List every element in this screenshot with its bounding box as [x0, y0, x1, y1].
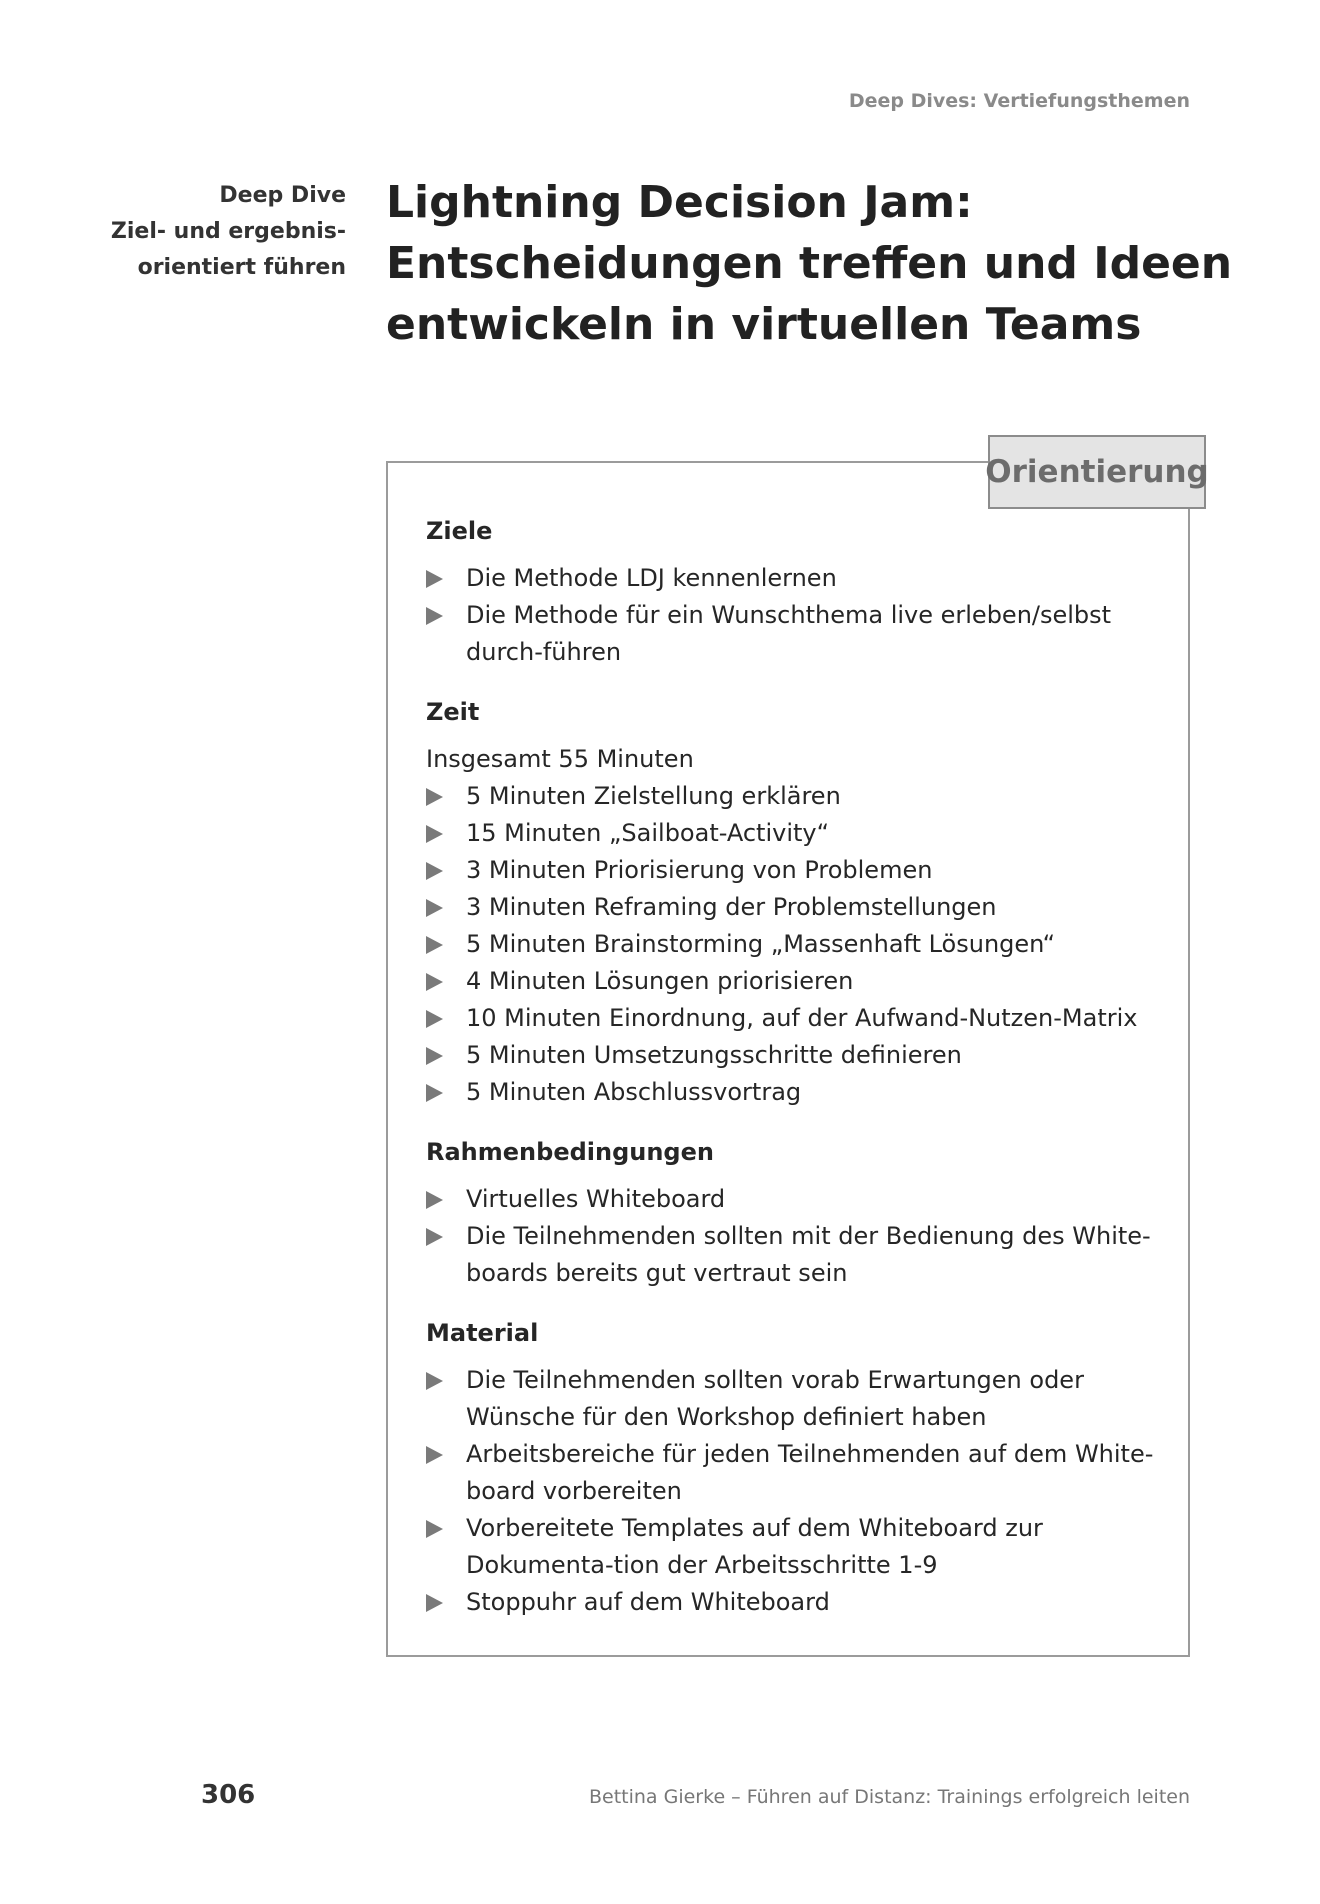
orientation-content [426, 512, 1166, 1643]
triangle-bullet-icon [426, 1191, 443, 1209]
section-intro: Insgesamt 55 Minuten [426, 745, 694, 773]
margin-note-line: Ziel- und ergebnis- [110, 219, 346, 244]
list-item [426, 778, 1166, 815]
bullet-list [426, 560, 1166, 671]
section-material [426, 1314, 1166, 1621]
section-ziele [426, 512, 1166, 671]
list-item [426, 815, 1166, 852]
list-item-text: Die Methode für ein Wunschthema live erleben/selbst durch-führen [466, 601, 1112, 666]
list-item-text: Die Teilnehmenden sollten mit der Bedienung des White-boards bereits gut vertraut sein [466, 1222, 1151, 1287]
triangle-bullet-icon [426, 1594, 443, 1612]
bullet-list [426, 778, 1166, 1111]
list-item [426, 1000, 1166, 1037]
list-item-text: Stoppuhr auf dem Whiteboard [466, 1588, 830, 1616]
list-item [426, 852, 1166, 889]
section-zeit [426, 693, 1166, 1111]
list-item [426, 597, 1166, 671]
triangle-bullet-icon [426, 1228, 443, 1246]
running-header: Deep Dives: Vertiefungsthemen [848, 90, 1190, 112]
list-item-text: 5 Minuten Umsetzungsschritte definieren [466, 1041, 962, 1069]
orientation-tab: Orientierung [988, 435, 1206, 509]
list-item-text: 15 Minuten „Sailboat-Activity“ [466, 819, 830, 847]
list-item [426, 1510, 1166, 1584]
list-item-text: Die Methode LDJ kennenlernen [466, 564, 837, 592]
list-item [426, 1181, 1166, 1218]
section-heading: Material [426, 1319, 539, 1347]
list-item [426, 1584, 1166, 1621]
triangle-bullet-icon [426, 607, 443, 625]
section-rahmenbedingungen [426, 1133, 1166, 1292]
margin-note [106, 178, 346, 286]
list-item [426, 1074, 1166, 1111]
list-item-text: Arbeitsbereiche für jeden Teilnehmenden auf dem White-board vorbereiten [466, 1440, 1154, 1505]
margin-note-line: Deep Dive [219, 183, 346, 208]
triangle-bullet-icon [426, 1372, 443, 1390]
triangle-bullet-icon [426, 862, 443, 880]
triangle-bullet-icon [426, 1047, 443, 1065]
chapter-title-line: entwickeln in virtuellen Teams [386, 299, 1142, 350]
chapter-title-line: Entscheidungen treffen und Ideen [386, 238, 1233, 289]
triangle-bullet-icon [426, 1010, 443, 1028]
margin-note-line: orientiert führen [137, 255, 346, 280]
list-item [426, 1436, 1166, 1510]
bullet-list [426, 1362, 1166, 1621]
triangle-bullet-icon [426, 1520, 443, 1538]
list-item [426, 1218, 1166, 1292]
list-item-text: 10 Minuten Einordnung, auf der Aufwand-Nutzen-Matrix [466, 1004, 1138, 1032]
list-item-text: 5 Minuten Brainstorming „Massenhaft Lösungen“ [466, 930, 1056, 958]
list-item [426, 1037, 1166, 1074]
bullet-list [426, 1181, 1166, 1292]
triangle-bullet-icon [426, 570, 443, 588]
footer-credit: Bettina Gierke – Führen auf Distanz: Trainings erfolgreich leiten [588, 1786, 1190, 1808]
list-item [426, 1362, 1166, 1436]
list-item-text: 3 Minuten Reframing der Problemstellungen [466, 893, 997, 921]
list-item-text: Virtuelles Whiteboard [466, 1185, 726, 1213]
triangle-bullet-icon [426, 973, 443, 991]
page-number: 306 [201, 1780, 256, 1810]
chapter-title [386, 172, 1233, 355]
section-heading: Ziele [426, 517, 493, 545]
list-item [426, 889, 1166, 926]
triangle-bullet-icon [426, 899, 443, 917]
list-item-text: 5 Minuten Zielstellung erklären [466, 782, 841, 810]
triangle-bullet-icon [426, 788, 443, 806]
triangle-bullet-icon [426, 1084, 443, 1102]
section-heading: Rahmenbedingungen [426, 1138, 714, 1166]
list-item-text: 5 Minuten Abschlussvortrag [466, 1078, 802, 1106]
list-item-text: Die Teilnehmenden sollten vorab Erwartungen oder Wünsche für den Workshop definiert haben [466, 1366, 1084, 1431]
section-heading: Zeit [426, 698, 480, 726]
chapter-title-line: Lightning Decision Jam: [386, 177, 973, 228]
triangle-bullet-icon [426, 936, 443, 954]
list-item [426, 926, 1166, 963]
list-item [426, 963, 1166, 1000]
list-item-text: Vorbereitete Templates auf dem Whiteboard zur Dokumenta-tion der Arbeitsschritte 1-9 [466, 1514, 1043, 1579]
list-item-text: 4 Minuten Lösungen priorisieren [466, 967, 854, 995]
list-item-text: 3 Minuten Priorisierung von Problemen [466, 856, 933, 884]
triangle-bullet-icon [426, 1446, 443, 1464]
triangle-bullet-icon [426, 825, 443, 843]
list-item [426, 560, 1166, 597]
